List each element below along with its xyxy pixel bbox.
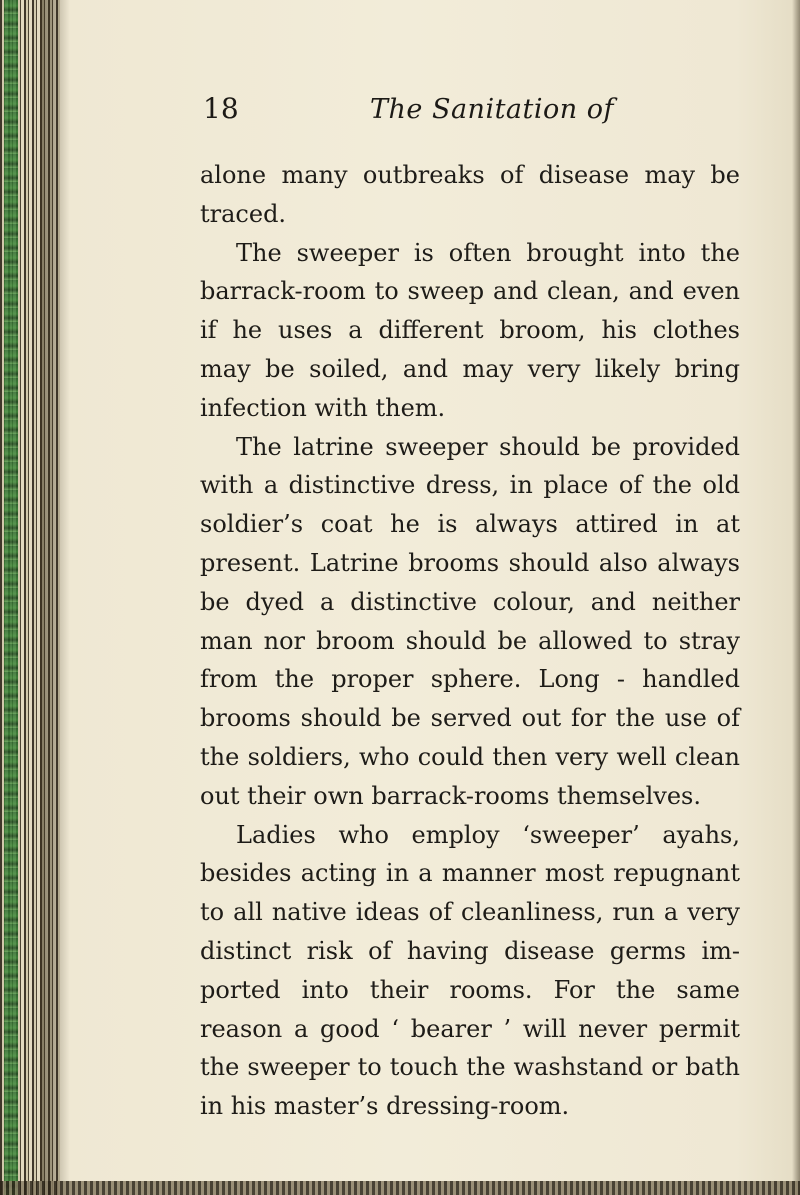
body-text [200,156,740,1126]
page-number: 18 [203,92,239,125]
running-title: The Sanitation of [370,94,614,125]
gutter-shadow [40,0,70,1195]
binding-cloth-edge [4,0,18,1195]
paragraph: The latrine sweeper should be provided with a distinctive dress, in place of the old soldier’s coat he is always attired in at present. Latrine brooms should also always be dyed a distinctive colour, and neither man nor broom should be allowed to stray from the proper sphere. Long - handled brooms should be served out for the use of the soldiers, who could then very well clean out their own barrack-rooms themselves. [200,432,740,810]
paragraph: Ladies who employ ‘sweeper’ ayahs, besides acting in a manner most repugnant to all native ideas of cleanliness, run a very distinct risk of having disease germs im-ported into their rooms. For the same reason a good ‘ bearer ’ will never permit the sweeper to touch the washstand or bath in his master’s dressing-room. [200,820,740,1121]
running-header [203,92,763,142]
paragraph: The sweeper is often brought into the barrack-room to sweep and clean, and even if he uses a different broom, his clothes may be soiled, and may very likely bring infection with them. [200,238,740,422]
page-bottom-edge [0,1181,800,1195]
paragraph: alone many outbreaks of disease may be traced. [200,161,740,228]
page-right-edge [792,0,800,1195]
